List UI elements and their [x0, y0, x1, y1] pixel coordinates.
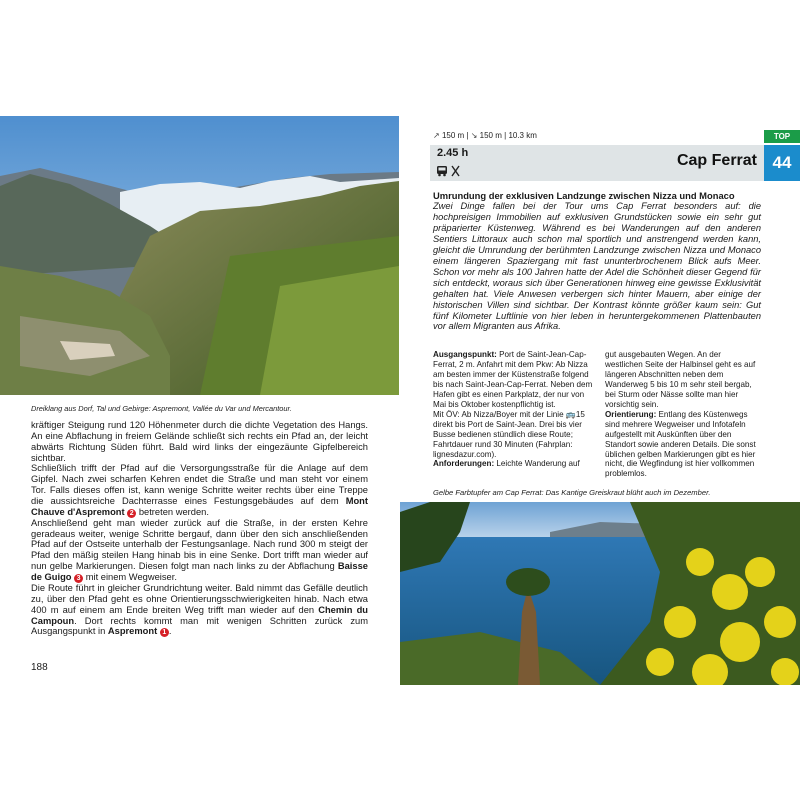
paragraph-3: Anschließend geht man wieder zurück auf die Straße, in der ersten Kehre geradeaus weiter, wenige Schritte bergauf, dann über den sich anschließenden Pfad auf der Ostseite unterhalb der Festungsanlage. Nach rund 300 m steigt der Pfad den mäßig steilen Hang hinab bis in eine Senke. Dort trifft man wieder auf nun gelbe Markierungen. Diesen folgt man nach links zu der Abflachung Baisse de Guigo 3 mit einem Wegweiser. — [31, 517, 368, 582]
intro-text: Zwei Dinge fallen bei der Tour ums Cap Ferrat besonders auf: die hochpreisigen Immobilien auf exklusiven Grundstücken sowie ein sehr gut präparierter Küstenweg. Während es bei Wanderungen auf den anderen Sentiers Littoraux auch schon mal sportlich und anstrengend werden kann, gleicht die Umrundung der berühmten Landzunge zwischen Nizza und Monaco einem längeren Spaziergang mit fast ununterbrochenem Blick aufs Meer. Schon vor mehr als 100 Jahren hatte der Adel die Schönheit dieser Gegend für sich entdeckt, woraus sich über Generationen hinweg eine gewisse Exklusivität gehalten hat. Viele Anwesen verbergen sich hinter Mauern, aber einige der historischen Villen sind sichtbar. Der Kontrast könnte größer kaum sein: Gut fünf Kilometer Luftlinie von hier leben in heruntergekommenen Plattenbauten vor allem Migranten aus Afrika. — [433, 201, 761, 332]
duration: 2.45 h — [437, 147, 469, 159]
waypoint-marker: 1 — [160, 628, 169, 637]
place-name: Baisse de Guigo — [31, 561, 368, 582]
paragraph-4: Die Route führt in gleicher Grundrichtung weiter. Bald nimmt das Gefälle deutlich zu, über den Pfad geht es ohne Orientierungsschwierigkeiten hinab. Nach etwa 400 m auf einem am Ende breiten Weg trifft man wieder auf den Chemin du Campoun. Dort rechts kommt man mit wenigen Schritten zurück zum Ausgangspunkt in Aspremont 1 . — [31, 582, 368, 637]
tour-number: 44 — [764, 145, 800, 181]
tour-stats: ↗ 150 m | ↘ 150 m | 10.3 km — [433, 131, 537, 140]
bus-icon — [437, 166, 447, 176]
left-body-text — [31, 420, 368, 637]
paragraph-2: Schließlich trifft der Pfad auf die Versorgungsstraße für die Anlage auf dem Gipfel. Nach zwei scharfen Kehren endet die Straße und man steht vor einem Tor. Falls dieses offen ist, kann wenige Schritte weiter rechts über eine Treppe die aussichtsreiche Dachterrasse eines Festungsgebäudes auf dem Mont Chauve d'Aspremont 2 betreten werden. — [31, 463, 368, 517]
title-bar — [430, 145, 765, 181]
info-column-left: Ausgangspunkt: Port de Saint-Jean-Cap-Ferrat, 2 m. Anfahrt mit dem Pkw: Ab Nizza am besten immer der Küstenstraße folgend bis nach Saint-Jean-Cap-Ferrat. Neben dem Hafen gibt es einen Parkplatz, der nur von Mai bis Oktober kostenpflichtig ist. Mit ÖV: Ab Nizza/Boyer mit der Linie 🚌15 direkt bis Port de Saint-Jean. Drei bis vier Busse bedienen stündlich diese Route; Fahrtdauer rund 30 Minuten (Fahrplan: lignesdazur.com). Anforderungen: Leichte Wanderung auf — [433, 350, 593, 469]
paragraph-1: kräftiger Steigung rund 120 Höhenmeter durch die dichte Vegetation des Hangs. An eine Abflachung in freiem Gelände schließt sich rechts ein Pfad an, der leicht abwärts Richtung Süden führt. Bald wird links der eingezäunte Gipfelbereich sichtbar. — [31, 420, 368, 463]
place-name: Mont Chauve d'Aspremont — [31, 495, 368, 517]
photo-caption: Dreiklang aus Dorf, Tal und Gebirge: Aspremont, Vallée du Var und Mercantour. — [31, 404, 292, 413]
coast-image — [400, 502, 800, 685]
restaurant-icon — [452, 166, 459, 176]
tour-title: Cap Ferrat — [676, 152, 757, 169]
info-column-right: gut ausgebauten Wegen. An der westlichen Seite der Halbinsel geht es auf längeren Abschnitten neben dem Wanderweg 5 bis 10 m sehr steil bergab, bei Sturm oder Nässe sollte man hier vorsichtig sein. Orientierung: Entlang des Küstenwegs sind mehrere Wegweiser und Infotafeln aufgestellt mit Auskünften über den Standort sowie anderen Details. Die sonst üblichen gelben Markierungen gibt es hier nicht, die Wegfindung ist hier vollkommen problemlos. — [605, 350, 756, 479]
transport-icons — [436, 164, 464, 182]
mountain-valley-image — [0, 116, 399, 395]
coast-photo-caption: Gelbe Farbtupfer am Cap Ferrat: Das Kantige Greiskraut blüht auch im Dezember. — [433, 488, 711, 497]
start-label: Ausgangspunkt: — [433, 350, 497, 359]
coast-photo — [400, 502, 800, 685]
place-name: Chemin du Campoun — [31, 604, 368, 626]
waypoint-marker: 2 — [127, 509, 136, 518]
orientation-label: Orientierung: — [605, 409, 657, 419]
waypoint-marker: 3 — [74, 574, 83, 583]
mountain-valley-photo — [0, 116, 399, 395]
ascent-icon: ↗ — [433, 131, 440, 140]
page-number: 188 — [31, 662, 48, 673]
top-badge: TOP — [764, 130, 800, 143]
requirements-label: Anforderungen: — [433, 459, 495, 469]
tour-subtitle: Umrundung der exklusiven Landzunge zwischen Nizza und Monaco — [433, 190, 735, 201]
place-name: Aspremont — [107, 626, 158, 637]
bus-line-icon: 🚌 — [565, 409, 576, 419]
descent-icon: ↘ — [470, 131, 478, 140]
